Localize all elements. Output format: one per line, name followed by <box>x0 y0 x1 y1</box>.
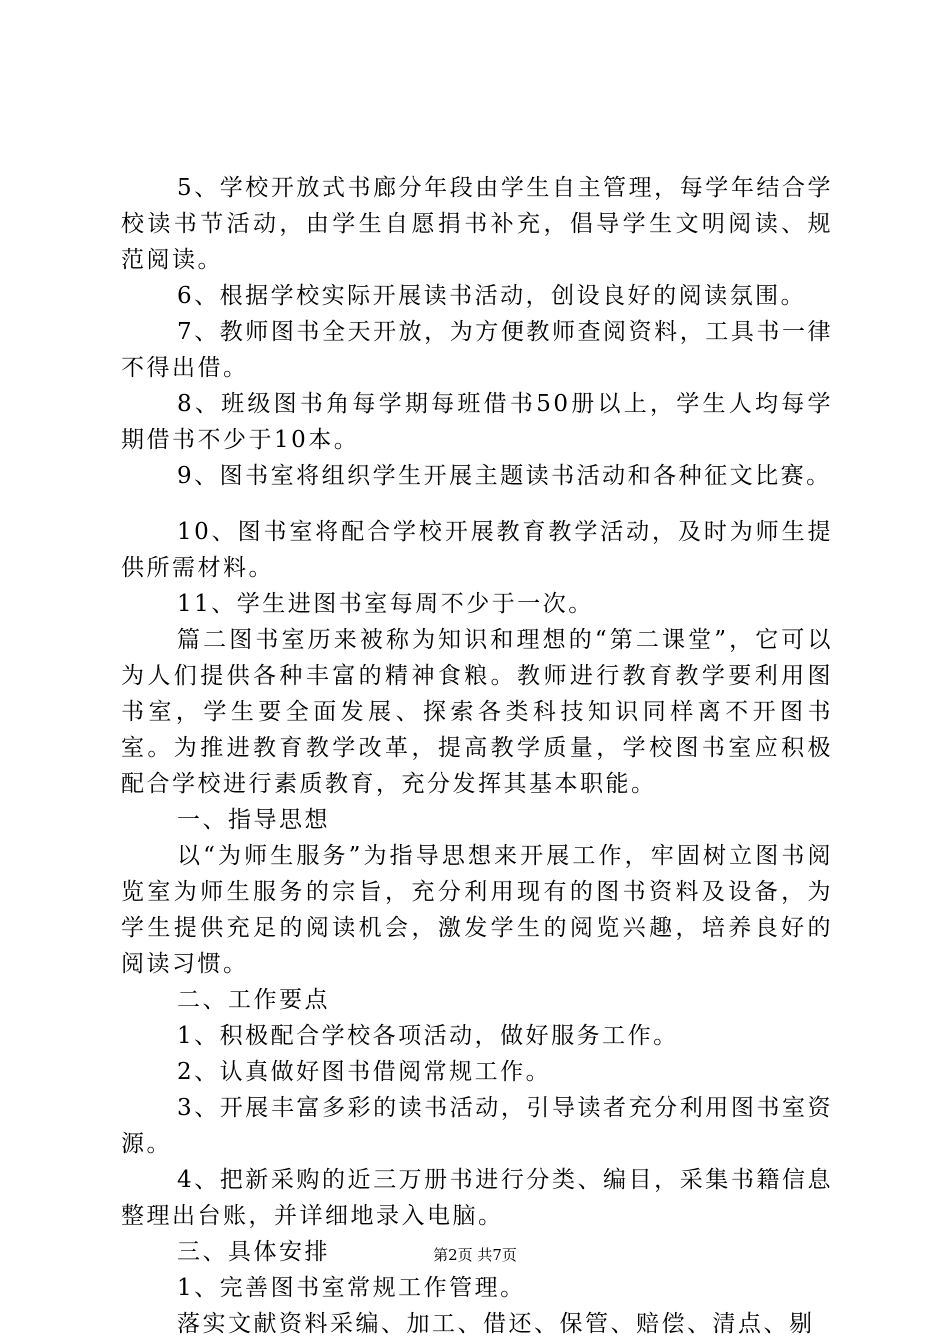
arrangement-item-1: 1、完善图书室常规工作管理。 <box>177 1275 526 1301</box>
work-point-3: 3、开展丰富多彩的读书活动，引导读者充分利用图书室资源。 <box>121 1095 833 1157</box>
paragraph-guiding-thought: 以“为师生服务”为指导思想来开展工作，牢固树立图书阅览室为师生服务的宗旨，充分利用现有的图书资料及设备，为学生提供充足的阅读机会，激发学生的阅览兴趣，培养良好的阅读习惯。 <box>121 843 833 977</box>
work-point-2: 2、认真做好图书借阅常规工作。 <box>177 1059 552 1085</box>
document-body <box>121 170 833 1342</box>
paragraph-item-6: 6、根据学校实际开展读书活动，创设良好的阅读氛围。 <box>177 283 807 309</box>
paragraph-item-11: 11、学生进图书室每周不少于一次。 <box>177 591 594 617</box>
paragraph-item-10: 10、图书室将配合学校开展教育教学活动，及时为师生提供所需材料。 <box>121 519 833 581</box>
paragraph-item-8: 8、班级图书角每学期每班借书50册以上，学生人均每学期借书不少于10本。 <box>121 391 833 453</box>
work-point-1: 1、积极配合学校各项活动，做好服务工作。 <box>177 1023 679 1049</box>
section-heading-arrangements: 三、具体安排 <box>177 1239 330 1265</box>
arrangement-paragraph: 落实文献资料采编、加工、借还、保管、赔偿、清点、剔 <box>177 1311 815 1337</box>
page-number-footer: 第2页 共7页 <box>433 1246 517 1264</box>
paragraph-intro-part-two: 篇二图书室历来被称为知识和理想的“第二课堂”，它可以为人们提供各种丰富的精神食粮。教师进行教育教学要利用图书室，学生要全面发展、探索各类科技知识同样离不开图书室。为推进教育教学改革，提高教学质量，学校图书室应积极配合学校进行素质教育，充分发挥其基本职能。 <box>121 627 833 797</box>
paragraph-item-5: 5、学校开放式书廊分年段由学生自主管理，每学年结合学校读书节活动，由学生自愿捐书补充，倡导学生文明阅读、规范阅读。 <box>121 175 833 273</box>
section-heading-work-points: 二、工作要点 <box>177 987 330 1013</box>
paragraph-item-7: 7、教师图书全天开放，为方便教师查阅资料，工具书一律不得出借。 <box>121 319 833 381</box>
section-heading-guiding-thought: 一、指导思想 <box>177 807 330 833</box>
work-point-4: 4、把新采购的近三万册书进行分类、编目，采集书籍信息整理出台账，并详细地录入电脑。 <box>121 1167 833 1229</box>
paragraph-item-9: 9、图书室将组织学生开展主题读书活动和各种征文比赛。 <box>177 463 832 489</box>
